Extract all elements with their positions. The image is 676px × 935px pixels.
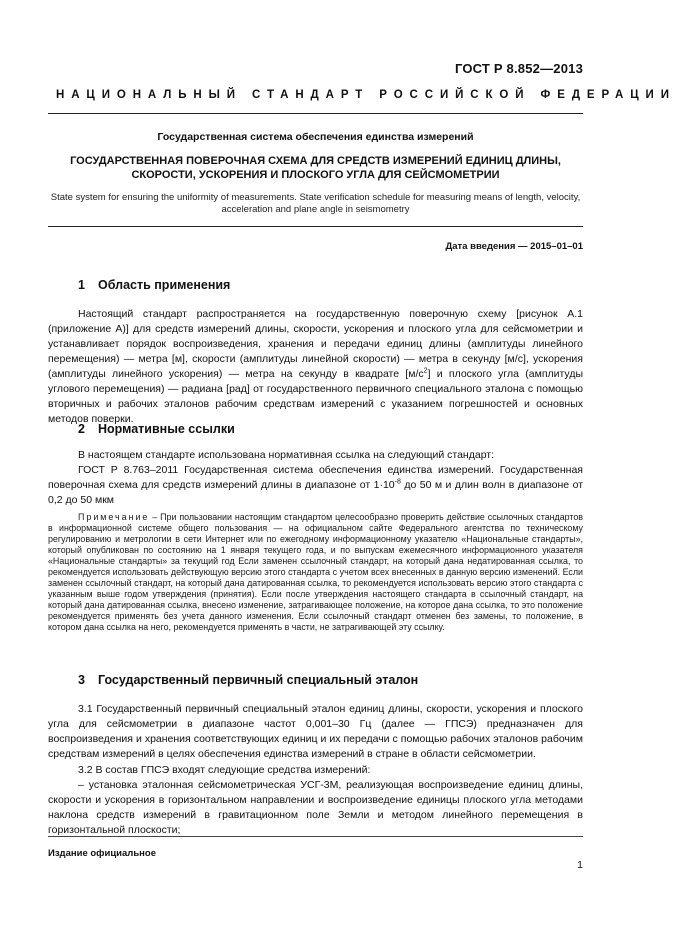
title-rule	[48, 226, 583, 227]
section-2-lead: В настоящем стандарте использована нормативная ссылка на следующий стандарт:	[78, 449, 495, 461]
section-1-text: Настоящий стандарт распространяется на государственную поверочную схему [рисунок А.1 (приложение А)] для средств измерений длины, скорости, ускорения и плоского угла для сейсмометрии и устанавливает порядок воспроизведения, хранения и передачи единиц длины (амплитуды линейного перемещения) — метра [м], скорости (амплитуды линейной скорости) — метра в секунду [м/с], ускорения (амплитуды линейного ускорения) — метра на секунду в квадрате $[м/с^2]$ и плоского угла (амплитуды углового перемещения) — радиана [рад] от государственного первичного специального эталона с помощью вторичных и рабочих эталонов рабочим средствам измерений с указанием погрешностей и основных методов поверки.	[48, 308, 583, 425]
footer-rule	[48, 836, 583, 837]
page-number: 1	[577, 859, 583, 871]
system-title: Государственная система обеспечения единства измерений	[157, 131, 474, 143]
reference-note: Примечание – При пользовании настоящим стандартом целесообразно проверить действие ссылочных стандартов в информационной системе общего пользования — на официальном сайте Федерального агентства по техническому регулированию и метрологии в сети Интернет или по ежегодному информационному указателю «Национальные стандарты», который опубликован по состоянию на 1 января текущего года, и по выпускам ежемесячного информационного указателя «Национальные стандарты» за текущий год Если заменен ссылочный стандарт, на который дана недатированная ссылка, то рекомендуется использовать действующую версию этого стандарта с учетом всех внесенных в данную версию изменений. Если заменен ссылочный стандарт, на который дана датированная ссылка, то рекомендуется использовать версию этого стандарта с указанным выше годом утверждения (принятия). Если после утверждения настоящего стандарта в ссылочный стандарт, на который дана датированная ссылка, внесено изменение, затрагивающее положение, на которое дана ссылка, то это положение рекомендуется применять без учета данного изменения. Если ссылочный стандарт отменен без замены, то положение, в котором дана ссылка на него, рекомендуется применять в части, не затрагивающей эту ссылку.	[48, 512, 583, 632]
national-standard-title: НАЦИОНАЛЬНЫЙ СТАНДАРТ РОССИЙСКОЙ ФЕДЕРАЦИИ	[56, 89, 676, 101]
section-1-heading	[78, 278, 230, 292]
section-title: Область применения	[98, 278, 231, 292]
note-label: Примечание	[78, 512, 150, 522]
section-number: 3	[78, 673, 85, 687]
section-2-heading	[78, 422, 235, 436]
normative-reference: ГОСТ Р 8.763–2011 Государственная система обеспечения единства измерений. Государственная поверочная схема для средств измерений длины в диапазоне от $1\cdot 10^{-8}$ до 50 м и длин волн в диапазоне от 0,2 до 50 мкм	[48, 464, 584, 506]
header-rule	[48, 113, 583, 114]
introduction-date: Дата введения — 2015–01–01	[445, 241, 583, 252]
clause-3-1: 3.1 Государственный первичный специальный эталон единиц длины, скорости, ускорения и плоского угла для сейсмометрии в диапазоне частот 0,001–30 Гц (далее — ГПСЭ) предназначен для воспроизведения и хранения соответствующих единиц и их передачи с помощью рабочих эталонов рабочим средствам измерений в целях обеспечения единства измерений в стране в области сейсмометрии.	[48, 703, 583, 760]
clause-3-2: 3.2 В состав ГПСЭ входят следующие средства измерений:	[78, 764, 371, 776]
section-title: Государственный первичный специальный эталон	[98, 673, 419, 687]
standard-number: ГОСТ Р 8.852—2013	[454, 61, 583, 76]
section-number: 2	[78, 422, 85, 436]
section-number: 1	[78, 278, 85, 292]
section-title: Нормативные ссылки	[98, 422, 235, 436]
english-title: State system for ensuring the uniformity of measurements. State verification schedule for measuring means of length, velocity, acceleration and plane angle in seismometry	[50, 192, 581, 215]
clause-3-2-item: – установка эталонная сейсмометрическая УСГ-3М, реализующая воспроизведение единиц длины, скорости и ускорения в горизонтальном направлении и воспроизведение единицы плоского угла методами наклона средств измерений в гравитационном поле Земли и методом линейного перемещения в горизонтальной плоскости;	[48, 779, 583, 836]
main-title: ГОСУДАРСТВЕННАЯ ПОВЕРОЧНАЯ СХЕМА ДЛЯ СРЕДСТВ ИЗМЕРЕНИЙ ЕДИНИЦ ДЛИНЫ, СКОРОСТИ, УСКОРЕНИЯ И ПЛОСКОГО УГЛА ДЛЯ СЕЙСМОМЕТРИИ	[70, 155, 561, 181]
section-3-heading	[78, 673, 418, 687]
official-edition: Издание официальное	[48, 848, 156, 859]
